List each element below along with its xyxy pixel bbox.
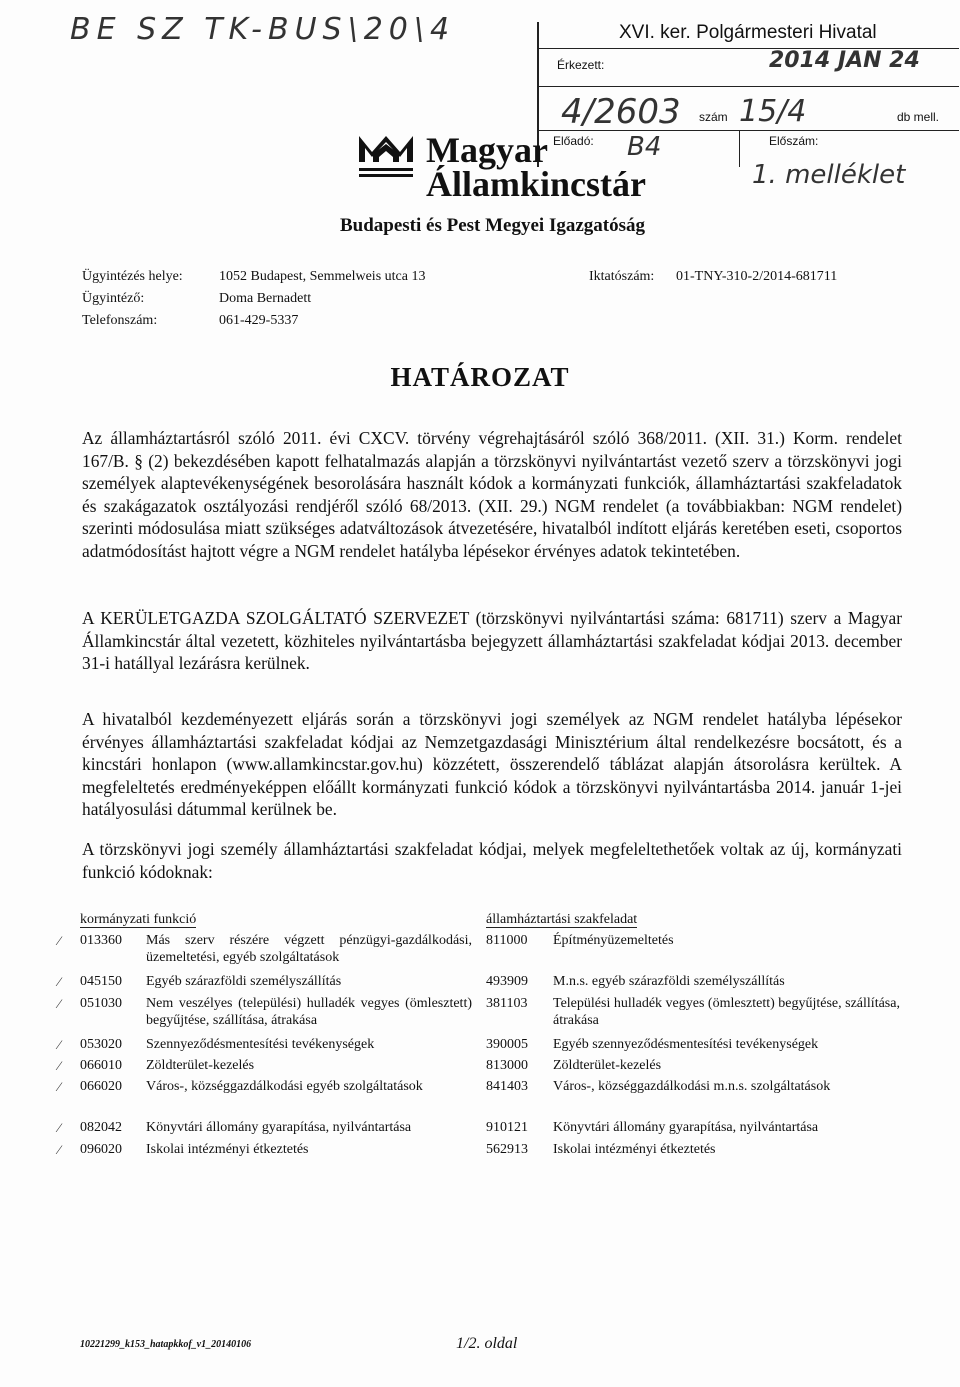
task-name: Települési hulladék vegyes (ömlesztett) begyűjtése, szállítása, átrakása (553, 996, 900, 1028)
row-tick-mark: ∕ (58, 933, 61, 948)
task-name: Könyvtári állomány gyarapítása, nyilvántartása (553, 1120, 819, 1135)
government-function-name: Szennyeződésmentesítési tevékenységek (146, 1037, 375, 1052)
government-function-code: 013360 (80, 933, 122, 948)
phone-value: 061-429-5337 (219, 313, 299, 328)
row-tick-mark: ∕ (58, 1037, 61, 1052)
stamp-received-label: Érkezett: (557, 58, 605, 72)
registration-value: 01-TNY-310-2/2014-681711 (676, 269, 838, 284)
row-tick-mark: ∕ (58, 996, 61, 1011)
task-name: Város-, községgazdálkodási m.n.s. szolgáltatások (553, 1079, 831, 1094)
handwritten-reference: BE SZ TK-BUS\20\4 (70, 12, 456, 47)
handwritten-note: 1. melléklet (752, 160, 906, 190)
clerk-label: Ügyintéző: (82, 291, 145, 306)
government-function-code: 096020 (80, 1142, 122, 1157)
task-code: 811000 (486, 933, 528, 948)
government-function-code: 066020 (80, 1079, 122, 1094)
stamp-eloado-label: Előadó: (553, 134, 594, 148)
stamp-szam-label: szám (699, 110, 728, 124)
stamp-sub-number: 15/4 (739, 94, 807, 129)
stamp-title: XVI. ker. Polgármesteri Hivatal (619, 22, 877, 43)
table-header-left: kormányzati funkció (80, 912, 197, 927)
registration-label: Iktatószám: (589, 269, 655, 284)
task-code: 381103 (486, 996, 528, 1011)
government-function-code: 045150 (80, 974, 122, 989)
place-label: Ügyintézés helye: (82, 269, 183, 284)
task-name: Építményüzemeltetés (553, 933, 674, 948)
government-function-name: Könyvtári állomány gyarapítása, nyilvántartása (146, 1120, 412, 1135)
government-function-name: Város-, községgazdálkodási egyéb szolgáltatások (146, 1079, 423, 1094)
footer-code: 10221299_k153_hatapkkof_v1_20140106 (80, 1339, 252, 1350)
task-name: Egyéb szennyeződésmentesítési tevékenységek (553, 1037, 819, 1052)
government-function-code: 053020 (80, 1037, 122, 1052)
government-function-code: 051030 (80, 996, 122, 1011)
task-code: 390005 (486, 1037, 528, 1052)
paragraph-4: A törzskönyvi jogi személy államháztartási szakfeladat kódjai, melyek megfeleltethetőek voltak az új, kormányzati funkció kódoknak: (82, 839, 902, 882)
row-tick-mark: ∕ (58, 1079, 61, 1094)
logo-line-2: Államkincstár (426, 164, 646, 204)
paragraph-1: Az államháztartásról szóló 2011. évi CXCV. törvény végrehajtásáról szóló 368/2011. (XII. 31.) Korm. rendelet 167/B. § (2) bekezdésében kapott felhatalmazás alapján a törzskönyvi nyilvántartást vezető szerv a törzskönyvi jogi személyek alaptevékenységének besorolására használt kódok a kormányzati funkciók, államháztartási szakfeladatok és szakágazatok osztályozási rendjéről szóló 68/2013. (XII. 29.) NGM rendelet (a továbbiakban: NGM rendelet) szerinti módosulása miatt szükséges adatváltozások átvezetésére, hivatalból indított eljárás keretében eseti, csoportos adatmódosítást hajtott végre a NGM rendelet hatályba lépésekor érvényes adatok tekintetében. (82, 428, 902, 561)
government-function-name: Iskolai intézményi étkeztetés (146, 1142, 309, 1157)
clerk-value: Doma Bernadett (219, 291, 312, 306)
task-code: 493909 (486, 974, 528, 989)
place-value: 1052 Budapest, Semmelweis utca 13 (219, 269, 426, 284)
treasury-logo (357, 132, 415, 185)
government-function-name: Zöldterület-kezelés (146, 1058, 255, 1073)
table-header-right: államháztartási szakfeladat (486, 912, 638, 927)
stamp-date: 2014 JAN 24 (769, 48, 920, 73)
row-tick-mark: ∕ (58, 1120, 61, 1135)
government-function-code: 066010 (80, 1058, 122, 1073)
government-function-name: Más szerv részére végzett pénzügyi-gazdálkodási, üzemeltetési, egyéb szolgáltatások (146, 933, 472, 965)
task-code: 813000 (486, 1058, 528, 1073)
government-function-code: 082042 (80, 1120, 122, 1135)
task-code: 910121 (486, 1120, 528, 1135)
task-code: 841403 (486, 1079, 528, 1094)
document-title: HATÁROZAT (390, 362, 570, 392)
page-number: 1/2. oldal (456, 1335, 518, 1352)
paragraph-3: A hivatalból kezdeményezett eljárás során a törzskönyvi jogi személyek az NGM rendelet hatályba lépésekor érvényes államháztartási szakfeladat kódjai az Nemzetgazdasági Minisztérium által rendelkezésre bocsátott, és a kincstári honlapon (www.allamkincstar.gov.hu) közzétett, összerendelő táblázat alapján átsorolásra kerültek. A megfeleltetés eredményeképpen előállt kormányzati funkció kódok a törzskönyvi nyilvántartásba 2014. január 1-jei hatályosulási dátummal kerülnek be. (82, 709, 902, 819)
government-function-name: Egyéb szárazföldi személyszállítás (146, 974, 342, 989)
stamp-initials: B4 (627, 132, 662, 162)
paragraph-2: A KERÜLETGAZDA SZOLGÁLTATÓ SZERVEZET (törzskönyvi nyilvántartási száma: 681711) szerv a Magyar Államkincstár által vezetett, közhiteles nyilvántartásba bejegyzett államháztartási szakfeladat kódjai 2013. december 31-i hatállyal lezárásra kerülnek. (82, 608, 902, 673)
government-function-name: Nem veszélyes (települési) hulladék vegyes (ömlesztett) begyűjtése, szállítása, átrakása (146, 996, 472, 1028)
phone-label: Telefonszám: (82, 313, 158, 328)
row-tick-mark: ∕ (58, 974, 61, 989)
row-tick-mark: ∕ (58, 1142, 61, 1157)
row-tick-mark: ∕ (58, 1058, 61, 1073)
stamp-eloszam-label: Előszám: (769, 134, 819, 148)
treasury-logo-icon (357, 132, 415, 180)
stamp-number: 4/2603 (561, 92, 681, 132)
task-name: Zöldterület-kezelés (553, 1058, 662, 1073)
registration-stamp (537, 22, 959, 167)
task-name: M.n.s. egyéb szárazföldi személyszállítás (553, 974, 785, 989)
stamp-db-label: db mell. (897, 110, 940, 124)
office-name: Budapesti és Pest Megyei Igazgatóság (339, 215, 646, 236)
logo-line-1: Magyar (426, 130, 548, 170)
task-name: Iskolai intézményi étkeztetés (553, 1142, 716, 1157)
task-code: 562913 (486, 1142, 528, 1157)
